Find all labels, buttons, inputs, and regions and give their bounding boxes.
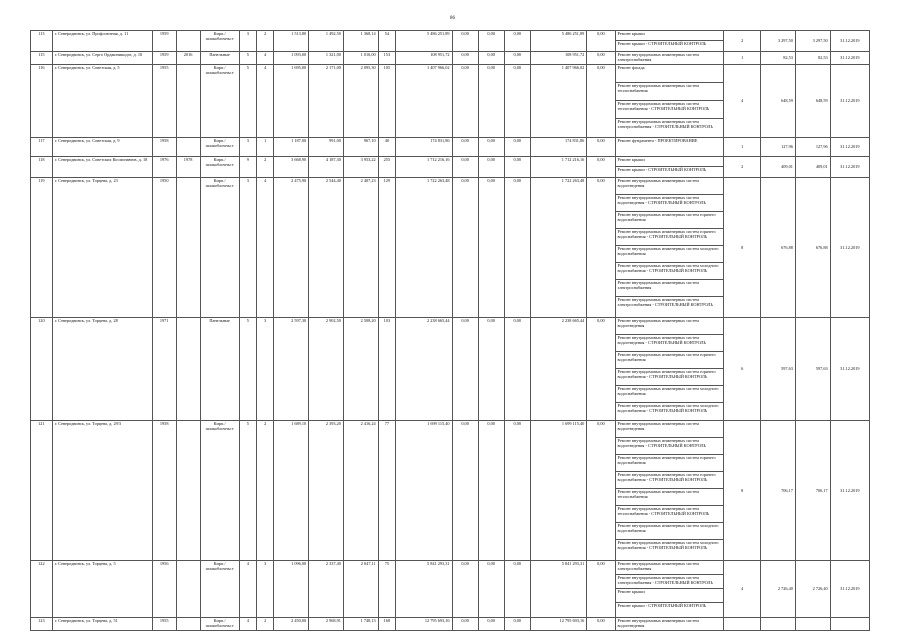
living-area-cell: 2 416,24 bbox=[343, 421, 378, 561]
year-built-cell: 1971 bbox=[152, 318, 176, 421]
floors-cell: 5 bbox=[239, 421, 256, 561]
table-row bbox=[31, 421, 870, 561]
cost-b-cell: 0,00 bbox=[478, 52, 504, 65]
deadline-cell: 31.12.2019 bbox=[830, 138, 869, 157]
wall-material-cell: Панельные bbox=[200, 52, 239, 65]
cost-d-cell: 0,00 bbox=[587, 31, 615, 52]
cost-c-cell: 0,00 bbox=[504, 618, 530, 631]
living-area-cell: 1 368,14 bbox=[343, 31, 378, 52]
work-item: Ремонт внутридомовых инженерных систем горячего водоснабжения bbox=[616, 352, 724, 369]
cost-total-cell: 1 407 966,02 bbox=[396, 65, 453, 138]
table-row bbox=[31, 618, 870, 631]
floors-cell: 5 bbox=[239, 65, 256, 138]
work-item: Ремонт внутридомовых инженерных систем электроснабжения bbox=[617, 52, 699, 63]
work-item: Ремонт внутридомовых инженерных систем теплоснабжения - СТРОИТЕЛЬНЫЙ КОНТРОЛЬ bbox=[616, 506, 724, 523]
rooms-area-cell: 1 492,50 bbox=[309, 31, 344, 52]
cost-a-cell: 0,00 bbox=[452, 421, 478, 561]
work-item: Ремонт крыши - СТРОИТЕЛЬНЫЙ КОНТРОЛЬ bbox=[617, 167, 707, 172]
work-item: Ремонт внутридомовых инженерных систем холодного водоснабжения bbox=[616, 246, 724, 263]
entrances-cell: 3 bbox=[257, 561, 274, 618]
table-row bbox=[31, 138, 870, 157]
entrances-cell: 4 bbox=[257, 65, 274, 138]
address-cell: г. Северодвинск, ул. Торцева, д. 51 bbox=[52, 618, 152, 631]
works-cell bbox=[615, 65, 724, 138]
work-item: Ремонт внутридомовых инженерных систем теплоснабжения bbox=[616, 83, 724, 101]
cost-d-cell: 0,00 bbox=[587, 52, 615, 65]
row-number: 120 bbox=[31, 318, 53, 421]
cost-total-cell: 174 831,86 bbox=[396, 138, 453, 157]
work-count-cell: 8 bbox=[724, 178, 761, 318]
floors-cell: 3 bbox=[239, 178, 256, 318]
work-count-cell: 2 bbox=[724, 157, 761, 178]
work-item: Ремонт внутридомовых инженерных систем горячего водоснабжения bbox=[616, 455, 724, 472]
cost-a-cell: 0,00 bbox=[452, 65, 478, 138]
residents-cell: 75 bbox=[378, 561, 395, 618]
wall-material-cell: Кирп./ шлакоблочны е bbox=[200, 618, 239, 631]
works-cell bbox=[615, 138, 724, 157]
cost-d-cell: 0,00 bbox=[587, 561, 615, 618]
row-number: 113 bbox=[31, 31, 53, 52]
work-item: Ремонт внутридомовых инженерных систем водоотведения bbox=[616, 421, 724, 438]
work-item: Ремонт внутридомовых инженерных систем водоотведения bbox=[617, 618, 699, 629]
cost-total-cell: 108 951,72 bbox=[396, 52, 453, 65]
cost-own-cell: 108 951,72 bbox=[530, 52, 587, 65]
work-item: Ремонт внутридомовых инженерных систем электроснабжения - СТРОИТЕЛЬНЫЙ КОНТРОЛЬ bbox=[617, 297, 713, 308]
price-limit-cell bbox=[795, 618, 830, 631]
price-limit-cell: 648,59 bbox=[795, 65, 830, 138]
work-item: Ремонт внутридомовых инженерных систем горячего водоснабжения - СТРОИТЕЛЬНЫЙ КОНТРОЛЬ bbox=[616, 472, 724, 489]
work-item: Ремонт внутридомовых инженерных систем теплоснабжения - СТРОИТЕЛЬНЫЙ КОНТРОЛЬ bbox=[616, 101, 724, 119]
total-area-cell: 1 513,80 bbox=[274, 31, 309, 52]
work-count-cell: 8 bbox=[724, 421, 761, 561]
rooms-area-cell: 2 171,00 bbox=[309, 65, 344, 138]
cost-total-cell: 5 486 251,89 bbox=[396, 31, 453, 52]
cost-c-cell: 0,00 bbox=[504, 31, 530, 52]
total-area-cell: 1 689,10 bbox=[274, 421, 309, 561]
residents-cell: 54 bbox=[378, 31, 395, 52]
cost-own-cell: 1 712 216,16 bbox=[530, 157, 587, 178]
price-per-sqm-cell: 676,88 bbox=[761, 178, 796, 318]
cost-c-cell: 0,00 bbox=[504, 52, 530, 65]
living-area-cell: 1 748,13 bbox=[343, 618, 378, 631]
address-cell: г. Северодвинск, ул. Серго Орджоникидзе, д. 10 bbox=[52, 52, 152, 65]
year-commissioned-cell bbox=[176, 318, 200, 421]
residents-cell: 129 bbox=[378, 178, 395, 318]
work-item: Ремонт внутридомовых инженерных систем холодного водоснабжения - СТРОИТЕЛЬНЫЙ КОНТРОЛЬ bbox=[617, 540, 719, 551]
floors-cell: 3 bbox=[239, 138, 256, 157]
cost-c-cell: 0,00 bbox=[504, 318, 530, 421]
year-built-cell: 1959 bbox=[152, 31, 176, 52]
price-per-sqm-cell: 706,17 bbox=[761, 421, 796, 561]
price-per-sqm-cell: 409,01 bbox=[761, 157, 796, 178]
table-row bbox=[31, 65, 870, 138]
cost-a-cell: 0,00 bbox=[452, 52, 478, 65]
total-area-cell: 1 187,00 bbox=[274, 138, 309, 157]
deadline-cell: 31.12.2019 bbox=[830, 561, 869, 618]
address-cell: г. Северодвинск, ул. Советская, д. 5 bbox=[52, 65, 152, 138]
cost-d-cell: 0,00 bbox=[587, 421, 615, 561]
deadline-cell: 31.12.2019 bbox=[830, 31, 869, 52]
deadline-cell: 31.12.2019 bbox=[830, 157, 869, 178]
work-item: Ремонт внутридомовых инженерных систем горячего водоснабжения - СТРОИТЕЛЬНЫЙ КОНТРОЛЬ bbox=[616, 369, 724, 386]
cost-d-cell: 0,00 bbox=[587, 178, 615, 318]
year-built-cell: 1950 bbox=[152, 178, 176, 318]
deadline-cell: 31.12.2019 bbox=[830, 52, 869, 65]
work-count-cell: 1 bbox=[724, 138, 761, 157]
living-area-cell: 1 016,00 bbox=[343, 52, 378, 65]
work-item: Ремонт крыши - СТРОИТЕЛЬНЫЙ КОНТРОЛЬ bbox=[617, 41, 707, 46]
work-count-cell: 4 bbox=[724, 65, 761, 138]
cost-own-cell: 2 238 665,44 bbox=[530, 318, 587, 421]
cost-total-cell: 1 722 263,48 bbox=[396, 178, 453, 318]
cost-a-cell: 0,00 bbox=[452, 31, 478, 52]
entrances-cell: 2 bbox=[257, 421, 274, 561]
price-per-sqm-cell: 597,63 bbox=[761, 318, 796, 421]
year-built-cell: 1976 bbox=[152, 157, 176, 178]
living-area-cell: 967,10 bbox=[343, 138, 378, 157]
floors-cell: 4 bbox=[239, 618, 256, 631]
work-item: Ремонт внутридомовых инженерных систем горячего водоснабжения bbox=[616, 212, 724, 229]
cost-own-cell: 1 407 966,02 bbox=[530, 65, 587, 138]
page-number: 86 bbox=[450, 16, 455, 21]
address-cell: г. Северодвинск, ул. Советских Космонавтов, д. 18 bbox=[52, 157, 152, 178]
cost-own-cell: 1 722 263,48 bbox=[530, 178, 587, 318]
work-item: Ремонт внутридомовых инженерных систем водоотведения - СТРОИТЕЛЬНЫЙ КОНТРОЛЬ bbox=[616, 195, 724, 212]
work-item: Ремонт внутридомовых инженерных систем холодного водоснабжения bbox=[616, 523, 724, 540]
work-count-cell: 2 bbox=[724, 31, 761, 52]
year-built-cell: 1958 bbox=[152, 138, 176, 157]
cost-total-cell: 1 712 216,16 bbox=[396, 157, 453, 178]
row-number: 118 bbox=[31, 157, 53, 178]
table-row bbox=[31, 31, 870, 52]
wall-material-cell: Кирп./ шлакоблочны е bbox=[200, 178, 239, 318]
works-cell bbox=[615, 421, 724, 561]
wall-material-cell: Кирп./ шлакоблочны е bbox=[200, 561, 239, 618]
row-number: 119 bbox=[31, 178, 53, 318]
cost-c-cell: 0,00 bbox=[504, 157, 530, 178]
residents-cell: 168 bbox=[378, 618, 395, 631]
price-per-sqm-cell: 2 726,40 bbox=[761, 561, 796, 618]
cost-b-cell: 0,00 bbox=[478, 561, 504, 618]
living-area-cell: 3 953,22 bbox=[343, 157, 378, 178]
cost-own-cell: 1 699 115,40 bbox=[530, 421, 587, 561]
price-limit-cell: 409,01 bbox=[795, 157, 830, 178]
price-per-sqm-cell: 648,59 bbox=[761, 65, 796, 138]
rooms-area-cell: 2 968,91 bbox=[309, 618, 344, 631]
address-cell: г. Северодвинск, ул. Торцева, д. 28 bbox=[52, 318, 152, 421]
table-row bbox=[31, 561, 870, 618]
works-cell bbox=[615, 178, 724, 318]
year-commissioned-cell bbox=[176, 65, 200, 138]
price-per-sqm-cell: 3 297,50 bbox=[761, 31, 796, 52]
year-commissioned-cell: 2016 bbox=[176, 52, 200, 65]
work-item: Ремонт внутридомовых инженерных систем водоотведения bbox=[616, 178, 724, 195]
cost-c-cell: 0,00 bbox=[504, 561, 530, 618]
work-item: Ремонт внутридомовых инженерных систем электроснабжения bbox=[616, 280, 724, 297]
address-cell: г. Северодвинск, ул. Советская, д. 9 bbox=[52, 138, 152, 157]
work-count-cell: 1 bbox=[724, 52, 761, 65]
work-count-cell: 4 bbox=[724, 561, 761, 618]
year-built-cell: 1955 bbox=[152, 618, 176, 631]
price-limit-cell: 82,53 bbox=[795, 52, 830, 65]
work-item: Ремонт внутридомовых инженерных систем электроснабжения - СТРОИТЕЛЬНЫЙ КОНТРОЛЬ bbox=[617, 119, 713, 130]
works-cell bbox=[615, 561, 724, 618]
year-commissioned-cell bbox=[176, 31, 200, 52]
price-limit-cell: 3 297,50 bbox=[795, 31, 830, 52]
living-area-cell: 2 095,30 bbox=[343, 65, 378, 138]
rooms-area-cell: 2 902,50 bbox=[309, 318, 344, 421]
row-number: 122 bbox=[31, 561, 53, 618]
floors-cell: 3 bbox=[239, 31, 256, 52]
cost-total-cell: 5 841 293,31 bbox=[396, 561, 453, 618]
work-item: Ремонт крыши - СТРОИТЕЛЬНЫЙ КОНТРОЛЬ bbox=[617, 603, 707, 608]
year-commissioned-cell bbox=[176, 618, 200, 631]
total-area-cell: 2 475,90 bbox=[274, 178, 309, 318]
cost-total-cell: 2 238 665,44 bbox=[396, 318, 453, 421]
residents-cell: 153 bbox=[378, 52, 395, 65]
entrances-cell: 2 bbox=[257, 31, 274, 52]
work-item: Ремонт внутридомовых инженерных систем водоотведения bbox=[616, 318, 724, 335]
works-cell bbox=[615, 31, 724, 52]
entrances-cell: 4 bbox=[257, 52, 274, 65]
cost-a-cell: 0,00 bbox=[452, 618, 478, 631]
cost-d-cell: 0,00 bbox=[587, 318, 615, 421]
works-cell bbox=[615, 157, 724, 178]
floors-cell: 9 bbox=[239, 157, 256, 178]
entrances-cell: 2 bbox=[257, 157, 274, 178]
cost-a-cell: 0,00 bbox=[452, 561, 478, 618]
year-commissioned-cell bbox=[176, 138, 200, 157]
cost-a-cell: 0,00 bbox=[452, 138, 478, 157]
cost-d-cell: 0,00 bbox=[587, 157, 615, 178]
price-limit-cell: 127,96 bbox=[795, 138, 830, 157]
cost-b-cell: 0,00 bbox=[478, 421, 504, 561]
table-row bbox=[31, 178, 870, 318]
work-item: Ремонт крыши bbox=[616, 589, 724, 603]
cost-b-cell: 0,00 bbox=[478, 31, 504, 52]
work-item: Ремонт крыши bbox=[616, 31, 724, 41]
year-commissioned-cell bbox=[176, 178, 200, 318]
works-cell bbox=[615, 318, 724, 421]
cost-d-cell: 0,00 bbox=[587, 65, 615, 138]
deadline-cell: 31.12.2019 bbox=[830, 65, 869, 138]
floors-cell: 5 bbox=[239, 52, 256, 65]
price-limit-cell: 676,88 bbox=[795, 178, 830, 318]
work-item: Ремонт внутридомовых инженерных систем водоотведения - СТРОИТЕЛЬНЫЙ КОНТРОЛЬ bbox=[616, 438, 724, 455]
price-per-sqm-cell: 127,96 bbox=[761, 138, 796, 157]
work-item: Ремонт внутридомовых инженерных систем водоотведения - СТРОИТЕЛЬНЫЙ КОНТРОЛЬ bbox=[616, 335, 724, 352]
cost-b-cell: 0,00 bbox=[478, 618, 504, 631]
residents-cell: 103 bbox=[378, 318, 395, 421]
rooms-area-cell: 2 337,40 bbox=[309, 561, 344, 618]
work-item: Ремонт внутридомовых инженерных систем электроснабжения - СТРОИТЕЛЬНЫЙ КОНТРОЛЬ bbox=[616, 575, 724, 589]
row-number: 115 bbox=[31, 52, 53, 65]
cost-own-cell: 174 831,86 bbox=[530, 138, 587, 157]
work-item: Ремонт внутридомовых инженерных систем холодного водоснабжения - СТРОИТЕЛЬНЫЙ КОНТРОЛЬ bbox=[617, 403, 719, 414]
cost-b-cell: 0,00 bbox=[478, 157, 504, 178]
row-number: 116 bbox=[31, 65, 53, 138]
year-built-cell: 1959 bbox=[152, 52, 176, 65]
wall-material-cell: Кирп./ шлакоблочны е bbox=[200, 31, 239, 52]
work-item: Ремонт крыши bbox=[616, 157, 724, 167]
cost-own-cell: 12 795 693,16 bbox=[530, 618, 587, 631]
work-count-cell bbox=[724, 618, 761, 631]
deadline-cell: 31.12.2019 bbox=[830, 421, 869, 561]
entrances-cell: 1 bbox=[257, 138, 274, 157]
work-item: Ремонт фасада bbox=[616, 65, 724, 83]
living-area-cell: 2 047,11 bbox=[343, 561, 378, 618]
deadline-cell bbox=[830, 618, 869, 631]
cost-own-cell: 5 486 251,89 bbox=[530, 31, 587, 52]
price-limit-cell: 597,63 bbox=[795, 318, 830, 421]
cost-b-cell: 0,00 bbox=[478, 65, 504, 138]
residents-cell: 105 bbox=[378, 65, 395, 138]
row-number: 117 bbox=[31, 138, 53, 157]
rooms-area-cell: 2 544,40 bbox=[309, 178, 344, 318]
works-cell bbox=[615, 52, 724, 65]
work-item: Ремонт внутридомовых инженерных систем электроснабжения bbox=[616, 561, 724, 575]
work-item: Ремонт внутридомовых инженерных систем холодного водоснабжения - СТРОИТЕЛЬНЫЙ КОНТРОЛЬ bbox=[616, 263, 724, 280]
work-item: Ремонт внутридомовых инженерных систем теплоснабжения bbox=[616, 489, 724, 506]
cost-d-cell: 0,00 bbox=[587, 138, 615, 157]
row-number: 123 bbox=[31, 618, 53, 631]
deadline-cell: 31.12.2019 bbox=[830, 318, 869, 421]
price-limit-cell: 706,17 bbox=[795, 421, 830, 561]
cost-b-cell: 0,00 bbox=[478, 138, 504, 157]
cost-c-cell: 0,00 bbox=[504, 138, 530, 157]
work-item: Ремонт фундамента - ПРОЕКТИРОВАНИЕ bbox=[617, 138, 698, 143]
deadline-cell: 31.12.2019 bbox=[830, 178, 869, 318]
work-count-cell: 6 bbox=[724, 318, 761, 421]
cost-a-cell: 0,00 bbox=[452, 157, 478, 178]
cost-c-cell: 0,00 bbox=[504, 178, 530, 318]
entrances-cell: 2 bbox=[257, 618, 274, 631]
residents-cell: 77 bbox=[378, 421, 395, 561]
year-built-cell: 1958 bbox=[152, 421, 176, 561]
address-cell: г. Северодвинск, ул. Торцева, д. 23 bbox=[52, 178, 152, 318]
floors-cell: 4 bbox=[239, 561, 256, 618]
wall-material-cell: Кирп./ шлакоблочны е bbox=[200, 421, 239, 561]
cost-total-cell: 12 795 693,16 bbox=[396, 618, 453, 631]
table-row bbox=[31, 157, 870, 178]
floors-cell: 5 bbox=[239, 318, 256, 421]
total-area-cell: 2 597,30 bbox=[274, 318, 309, 421]
entrances-cell: 4 bbox=[257, 178, 274, 318]
wall-material-cell: Кирп./ шлакоблочны е bbox=[200, 138, 239, 157]
cost-own-cell: 5 841 293,31 bbox=[530, 561, 587, 618]
residents-cell: 40 bbox=[378, 138, 395, 157]
work-item: Ремонт внутридомовых инженерных систем холодного водоснабжения bbox=[616, 386, 724, 403]
price-per-sqm-cell: 82,53 bbox=[761, 52, 796, 65]
total-area-cell: 2 450,00 bbox=[274, 618, 309, 631]
wall-material-cell: Кирп./ шлакоблочны е bbox=[200, 65, 239, 138]
address-cell: г. Северодвинск, ул. Торцева, д. 29/3 bbox=[52, 421, 152, 561]
table-row bbox=[31, 52, 870, 65]
year-built-cell: 1955 bbox=[152, 65, 176, 138]
wall-material-cell: Панельные bbox=[200, 318, 239, 421]
cost-a-cell: 0,00 bbox=[452, 318, 478, 421]
cost-c-cell: 0,00 bbox=[504, 421, 530, 561]
total-area-cell: 3 668,90 bbox=[274, 157, 309, 178]
price-limit-cell: 2 726,40 bbox=[795, 561, 830, 618]
cost-b-cell: 0,00 bbox=[478, 318, 504, 421]
rooms-area-cell: 4 187,30 bbox=[309, 157, 344, 178]
address-cell: г. Северодвинск, ул. Профсоюзная, д. 11 bbox=[52, 31, 152, 52]
year-commissioned-cell: 1978 bbox=[176, 157, 200, 178]
residents-cell: 255 bbox=[378, 157, 395, 178]
capital-repair-table bbox=[30, 30, 870, 631]
living-area-cell: 2 508,20 bbox=[343, 318, 378, 421]
total-area-cell: 1 695,00 bbox=[274, 65, 309, 138]
year-commissioned-cell bbox=[176, 421, 200, 561]
cost-b-cell: 0,00 bbox=[478, 178, 504, 318]
rooms-area-cell: 991,00 bbox=[309, 138, 344, 157]
total-area-cell: 1 093,00 bbox=[274, 52, 309, 65]
living-area-cell: 2 407,23 bbox=[343, 178, 378, 318]
table-row bbox=[31, 318, 870, 421]
year-built-cell: 1956 bbox=[152, 561, 176, 618]
works-cell bbox=[615, 618, 724, 631]
cost-total-cell: 1 699 115,40 bbox=[396, 421, 453, 561]
entrances-cell: 3 bbox=[257, 318, 274, 421]
year-commissioned-cell bbox=[176, 561, 200, 618]
cost-d-cell: 0,00 bbox=[587, 618, 615, 631]
address-cell: г. Северодвинск, ул. Торцева, д. 5 bbox=[52, 561, 152, 618]
wall-material-cell: Кирп./ шлакоблочны е bbox=[200, 157, 239, 178]
cost-c-cell: 0,00 bbox=[504, 65, 530, 138]
work-item: Ремонт внутридомовых инженерных систем горячего водоснабжения - СТРОИТЕЛЬНЫЙ КОНТРОЛЬ bbox=[616, 229, 724, 246]
cost-a-cell: 0,00 bbox=[452, 178, 478, 318]
total-area-cell: 1 096,00 bbox=[274, 561, 309, 618]
rooms-area-cell: 2 393,20 bbox=[309, 421, 344, 561]
rooms-area-cell: 1 321,00 bbox=[309, 52, 344, 65]
row-number: 121 bbox=[31, 421, 53, 561]
price-per-sqm-cell bbox=[761, 618, 796, 631]
